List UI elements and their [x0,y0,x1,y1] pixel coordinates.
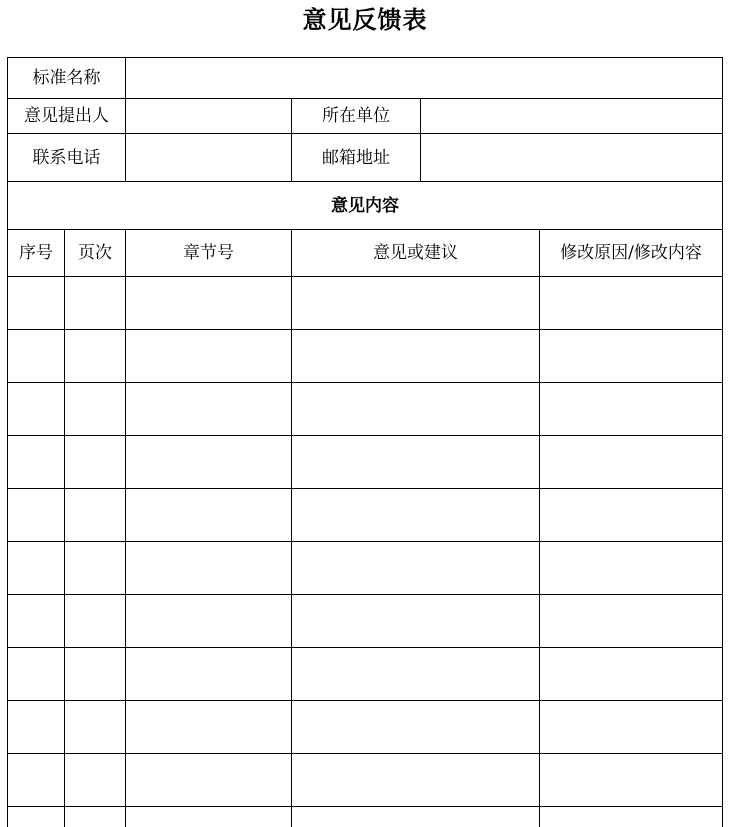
suggestion-cell[interactable] [292,277,540,330]
proposer-row [8,99,723,134]
table-row [8,807,723,827]
page-cell[interactable] [65,383,126,436]
suggestion-cell[interactable] [292,383,540,436]
row-number-cell[interactable] [8,595,65,648]
suggestion-cell[interactable] [292,489,540,542]
section-cell[interactable] [126,807,292,827]
email-label: 邮箱地址 [292,134,421,182]
table-row [8,330,723,383]
reason-cell[interactable] [540,542,723,595]
email-field[interactable] [421,134,723,182]
section-cell[interactable] [126,595,292,648]
section-cell[interactable] [126,277,292,330]
table-row [8,648,723,701]
column-header: 序号 [8,230,65,277]
reason-cell[interactable] [540,595,723,648]
table-row [8,277,723,330]
table-row [8,489,723,542]
row-number-cell[interactable] [8,277,65,330]
standard-name-field[interactable] [126,58,723,99]
table-row [8,436,723,489]
section-cell[interactable] [126,383,292,436]
suggestion-cell[interactable] [292,595,540,648]
page-cell[interactable] [65,436,126,489]
page-cell[interactable] [65,648,126,701]
reason-cell[interactable] [540,489,723,542]
table-row [8,383,723,436]
section-cell[interactable] [126,542,292,595]
page-cell[interactable] [65,595,126,648]
unit-label: 所在单位 [292,99,421,134]
feedback-form-table [7,57,723,827]
suggestion-cell[interactable] [292,542,540,595]
row-number-cell[interactable] [8,648,65,701]
page-cell[interactable] [65,701,126,754]
reason-cell[interactable] [540,436,723,489]
reason-cell[interactable] [540,648,723,701]
reason-cell[interactable] [540,330,723,383]
page-cell[interactable] [65,489,126,542]
column-header-row [8,230,723,277]
unit-field[interactable] [421,99,723,134]
row-number-cell[interactable] [8,807,65,827]
row-number-cell[interactable] [8,489,65,542]
table-row [8,542,723,595]
page-cell[interactable] [65,277,126,330]
section-cell[interactable] [126,330,292,383]
table-row [8,754,723,807]
table-row [8,701,723,754]
reason-cell[interactable] [540,383,723,436]
phone-field[interactable] [126,134,292,182]
section-cell[interactable] [126,648,292,701]
page-cell[interactable] [65,542,126,595]
proposer-field[interactable] [126,99,292,134]
reason-cell[interactable] [540,277,723,330]
section-cell[interactable] [126,489,292,542]
column-header: 修改原因/修改内容 [540,230,723,277]
suggestion-cell[interactable] [292,436,540,489]
row-number-cell[interactable] [8,436,65,489]
column-header: 章节号 [126,230,292,277]
reason-cell[interactable] [540,701,723,754]
section-cell[interactable] [126,754,292,807]
reason-cell[interactable] [540,754,723,807]
page-cell[interactable] [65,807,126,827]
row-number-cell[interactable] [8,754,65,807]
feedback-rows [8,277,723,827]
table-row [8,595,723,648]
row-number-cell[interactable] [8,542,65,595]
page-cell[interactable] [65,754,126,807]
row-number-cell[interactable] [8,701,65,754]
suggestion-cell[interactable] [292,648,540,701]
section-title-row [8,182,723,230]
page-title: 意见反馈表 [0,4,730,36]
section-title: 意见内容 [8,182,723,230]
contact-row [8,134,723,182]
page-cell[interactable] [65,330,126,383]
suggestion-cell[interactable] [292,330,540,383]
row-number-cell[interactable] [8,330,65,383]
suggestion-cell[interactable] [292,807,540,827]
standard-name-label: 标准名称 [8,58,126,99]
section-cell[interactable] [126,436,292,489]
section-cell[interactable] [126,701,292,754]
column-header: 页次 [65,230,126,277]
suggestion-cell[interactable] [292,754,540,807]
reason-cell[interactable] [540,807,723,827]
standard-name-row [8,58,723,99]
row-number-cell[interactable] [8,383,65,436]
suggestion-cell[interactable] [292,701,540,754]
proposer-label: 意见提出人 [8,99,126,134]
phone-label: 联系电话 [8,134,126,182]
column-header: 意见或建议 [292,230,540,277]
